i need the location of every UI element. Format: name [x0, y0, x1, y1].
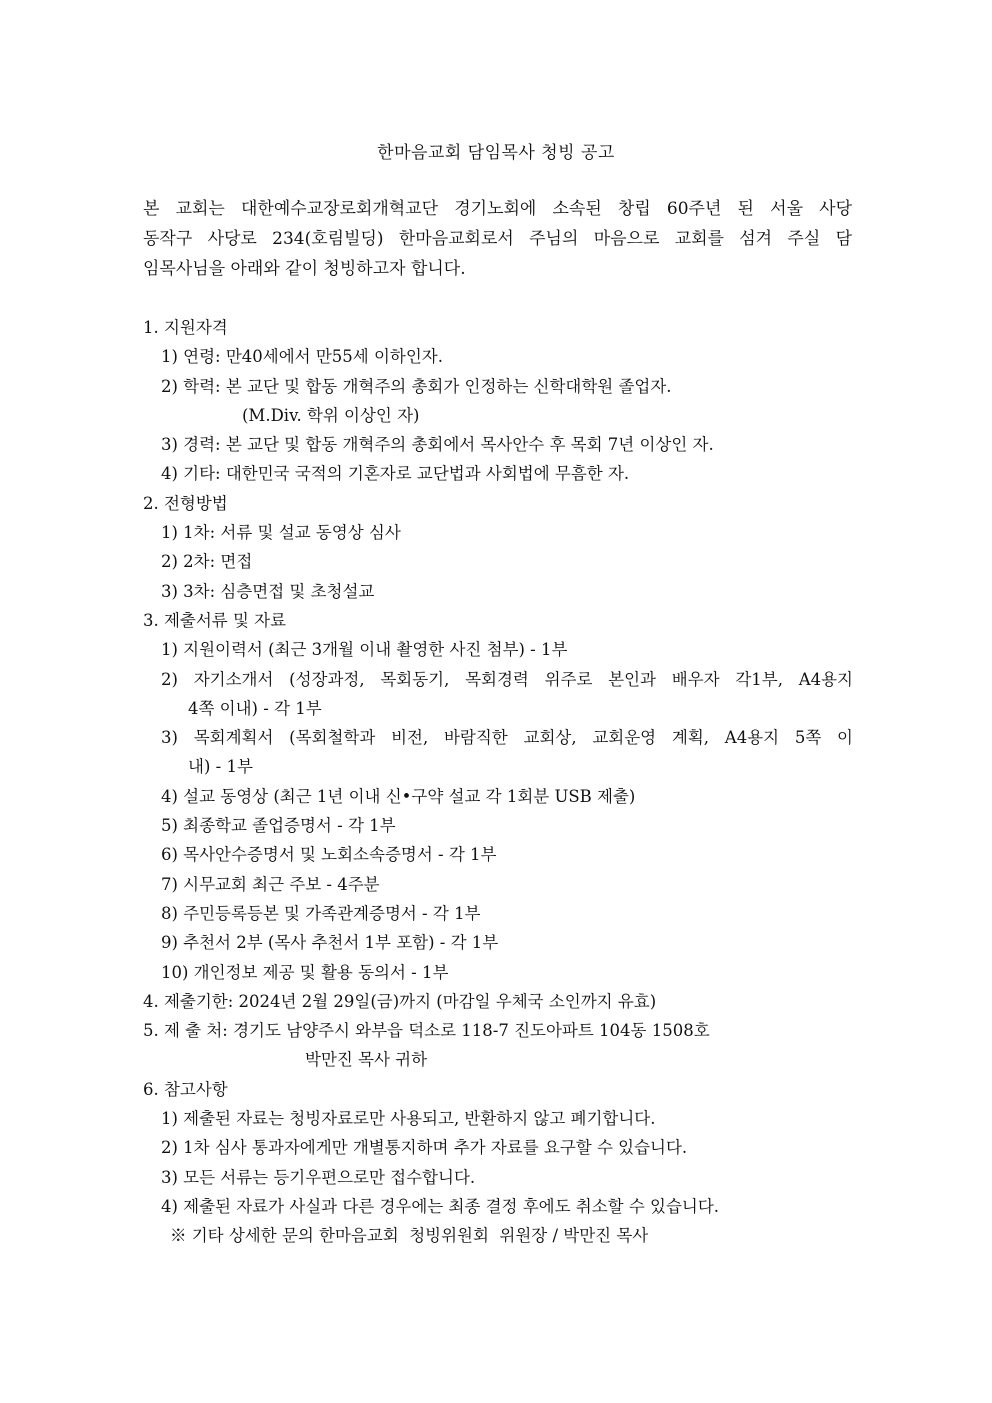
- intro-line: 임목사님을 아래와 같이 청빙하고자 합니다.: [143, 259, 466, 279]
- section-heading-notes: 6. 참고사항: [143, 1079, 228, 1099]
- section-heading-selection: 2. 전형방법: [143, 493, 228, 513]
- list-item: 4) 기타: 대한민국 국적의 기혼자로 교단법과 사회법에 무흠한 자.: [161, 464, 630, 484]
- list-item: 2) 1차 심사 통과자에게만 개별통지하며 추가 자료를 요구할 수 있습니다.: [161, 1138, 688, 1158]
- intro-line: 동작구 사당로 234(호림빌딩) 한마음교회로서 주님의 마음으로 교회를 섬겨 주실 담: [143, 229, 852, 249]
- list-item: 9) 추천서 2부 (목사 추천서 1부 포함) - 각 1부: [161, 933, 499, 953]
- list-item: 3) 3차: 심층면접 및 초청설교: [161, 581, 375, 601]
- list-item: 6) 목사안수증명서 및 노회소속증명서 - 각 1부: [161, 845, 497, 865]
- list-item: 1) 연령: 만40세에서 만55세 이하인자.: [161, 347, 443, 367]
- recipient-line: 박만진 목사 귀하: [305, 1050, 428, 1070]
- list-item: 3) 모든 서류는 등기우편으로만 접수합니다.: [161, 1167, 476, 1187]
- list-item: 3) 경력: 본 교단 및 합동 개혁주의 총회에서 목사안수 후 목회 7년 이상인 자.: [161, 435, 714, 455]
- list-item: 5) 최종학교 졸업증명서 - 각 1부: [161, 816, 396, 836]
- list-item: 1) 지원이력서 (최근 3개월 이내 촬영한 사진 첨부) - 1부: [161, 640, 568, 660]
- section-heading-qualifications: 1. 지원자격: [143, 318, 228, 337]
- list-item: 1) 제출된 자료는 청빙자료로만 사용되고, 반환하지 않고 폐기합니다.: [161, 1109, 656, 1129]
- list-item: 2) 자기소개서 (성장과정, 목회동기, 목회경력 위주로 본인과 배우자 각1부, A4용지: [161, 669, 853, 689]
- list-item: 2) 2차: 면접: [161, 552, 253, 572]
- section-heading-documents: 3. 제출서류 및 자료: [143, 610, 287, 630]
- list-item: 4) 제출된 자료가 사실과 다른 경우에는 최종 결정 후에도 취소할 수 있습니다.: [161, 1196, 720, 1216]
- intro-line: 본 교회는 대한예수교장로회개혁교단 경기노회에 소속된 창립 60주년 된 서울 사당: [143, 199, 852, 219]
- list-item-continuation: (M.Div. 학위 이상인 자): [242, 405, 420, 425]
- list-item: 7) 시무교회 최근 주보 - 4주분: [161, 874, 380, 894]
- list-item: 3) 목회계획서 (목회철학과 비전, 바람직한 교회상, 교회운영 계획, A4용지 5쪽 이: [161, 728, 853, 748]
- list-item-continuation: 4쪽 이내) - 각 1부: [188, 698, 322, 718]
- intro-paragraph: [143, 194, 852, 284]
- list-item-continuation: 내) - 1부: [188, 757, 253, 777]
- list-item: 8) 주민등록등본 및 가족관계증명서 - 각 1부: [161, 903, 481, 923]
- list-item: 2) 학력: 본 교단 및 합동 개혁주의 총회가 인정하는 신학대학원 졸업자.: [161, 376, 672, 396]
- list-item: 10) 개인정보 제공 및 활용 동의서 - 1부: [161, 962, 449, 982]
- document-body: [143, 313, 863, 1251]
- document-title: 한마음교회 담임목사 청빙 공고: [377, 143, 615, 163]
- list-item: 4) 설교 동영상 (최근 1년 이내 신•구약 설교 각 1회분 USB 제출): [161, 786, 636, 806]
- contact-note: ※ 기타 상세한 문의 한마음교회 청빙위원회 위원장 / 박만진 목사: [170, 1226, 649, 1246]
- section-heading-deadline: 4. 제출기한: 2024년 2월 29일(금)까지 (마감일 우체국 소인까지 유효): [143, 991, 657, 1011]
- list-item: 1) 1차: 서류 및 설교 동영상 심사: [161, 523, 401, 543]
- section-heading-address: 5. 제 출 처: 경기도 남양주시 와부읍 덕소로 118-7 진도아파트 104동 1508호: [143, 1021, 710, 1041]
